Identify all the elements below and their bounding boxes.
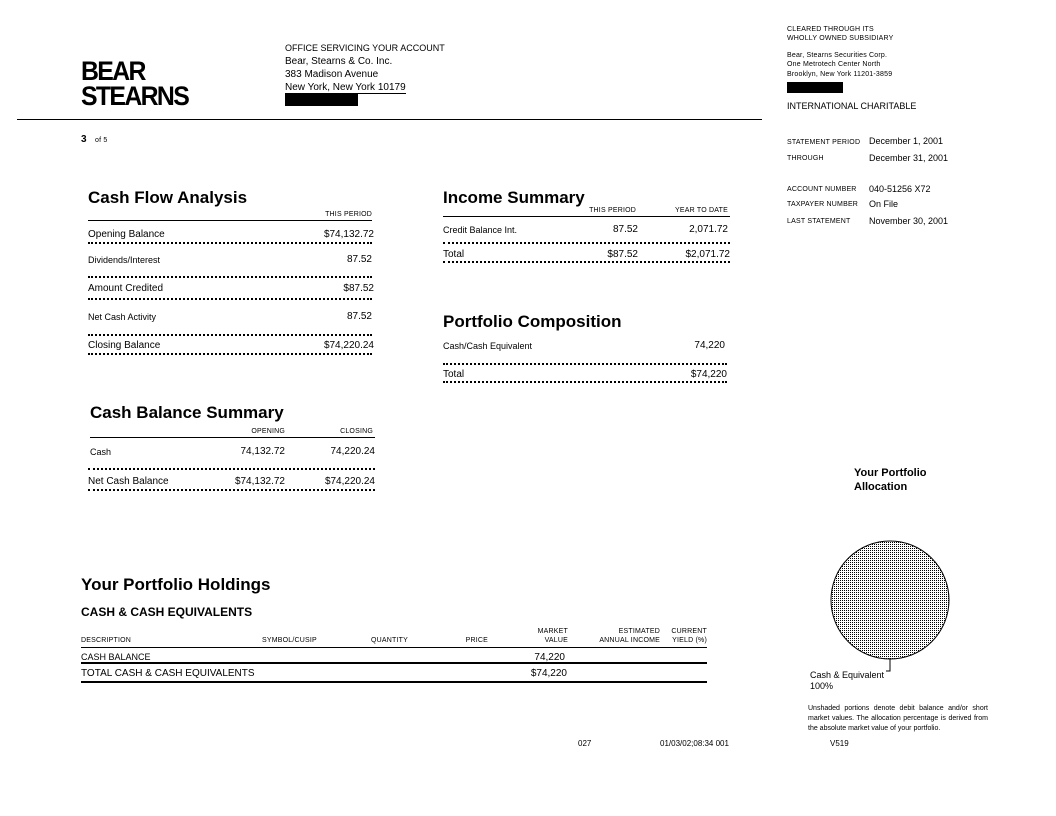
dotted-rule (443, 261, 730, 263)
income-row-label: Credit Balance Int. (443, 225, 518, 235)
col-price: PRICE (465, 637, 488, 644)
col-market-line1: MARKET (537, 628, 568, 635)
income-row-label: Total (443, 249, 465, 260)
through-value: December 31, 2001 (869, 153, 949, 163)
col-income-line1: ESTIMATED (618, 628, 660, 635)
cash-flow-row-label: Closing Balance (88, 340, 161, 351)
income-row-ytd: $2,071.72 (685, 249, 730, 260)
subsidiary-name: Bear, Stearns Securities Corp. (787, 52, 888, 59)
cash-balance-row-closing: $74,220.24 (324, 476, 375, 487)
col-yield-line1: CURRENT (671, 628, 707, 635)
pie-slice-percent: 100% (810, 681, 834, 691)
cash-balance-col-opening: OPENING (251, 428, 285, 435)
cash-flow-row-label: Amount Credited (88, 283, 164, 294)
rule (81, 647, 707, 648)
col-symbol: SYMBOL/CUSIP (262, 637, 317, 644)
account-name: INTERNATIONAL CHARITABLE (787, 101, 917, 111)
income-summary-title: Income Summary (443, 188, 585, 207)
taxpayer-label: TAXPAYER NUMBER (787, 201, 859, 208)
page-indicator: 3 of 5 (81, 134, 108, 145)
pie-slice-cash-equivalent (831, 541, 949, 659)
office-city: New York, New York 10179 (285, 82, 406, 93)
portfolio-composition-title: Portfolio Composition (443, 312, 622, 331)
cash-balance-row-opening: $74,132.72 (234, 476, 285, 487)
cash-balance-row-label: Net Cash Balance (88, 476, 169, 487)
income-row-period: $87.52 (607, 249, 638, 260)
redaction-box (787, 82, 843, 93)
footer-code: 027 (578, 739, 592, 748)
pie-slice-label: Cash & Equivalent (810, 670, 885, 680)
dotted-rule (88, 353, 372, 355)
col-income-line2: ANNUAL INCOME (599, 637, 660, 644)
subsidiary-city: Brooklyn, New York 11201-3859 (787, 71, 893, 78)
statement-period-value: December 1, 2001 (869, 136, 944, 146)
col-quantity: QUANTITY (371, 637, 408, 644)
rule (443, 216, 730, 217)
cash-balance-row-opening: 74,132.72 (240, 446, 285, 457)
rule (88, 220, 372, 221)
cash-balance-row-label: Cash (90, 447, 112, 457)
cash-flow-row-label: Opening Balance (88, 229, 165, 240)
header-rule (17, 119, 762, 120)
col-description: DESCRIPTION (81, 637, 132, 644)
holdings-subtitle: CASH & CASH EQUIVALENTS (81, 605, 253, 619)
rule (81, 681, 707, 683)
income-col-this-period: THIS PERIOD (589, 207, 636, 214)
cleared-through-line1: CLEARED THROUGH ITS (787, 26, 874, 33)
col-market-line2: VALUE (544, 637, 568, 644)
dotted-rule (88, 298, 372, 300)
income-col-ytd: YEAR TO DATE (675, 207, 728, 214)
cash-flow-title: Cash Flow Analysis (88, 188, 248, 207)
allocation-pie-chart (820, 540, 960, 685)
last-statement-label: LAST STATEMENT (787, 218, 851, 225)
cash-flow-row-label: Net Cash Activity (88, 312, 157, 322)
dotted-rule (443, 381, 727, 383)
office-label: OFFICE SERVICING YOUR ACCOUNT (285, 43, 445, 53)
dotted-rule (443, 242, 730, 244)
allocation-note: Unshaded portions denote debit balance and/or short market values. The allocation percentage is derived from the absolute market value of your portfolio. (808, 705, 988, 732)
pie-leader-line (886, 658, 890, 671)
footer-version: V519 (830, 739, 849, 748)
composition-row-label: Total (443, 369, 465, 380)
subsidiary-address: One Metrotech Center North (787, 61, 881, 68)
dotted-rule (88, 468, 375, 470)
dotted-rule (443, 363, 727, 365)
through-label: THROUGH (787, 155, 824, 162)
cash-balance-row-closing: 74,220.24 (330, 446, 375, 457)
income-row-ytd: 2,071.72 (689, 224, 728, 235)
col-yield-line2: YIELD (%) (672, 637, 707, 644)
composition-row-label: Cash/Cash Equivalent (443, 341, 533, 351)
statement-period-label: STATEMENT PERIOD (787, 139, 861, 146)
holding-row-market-value: $74,220 (530, 668, 567, 679)
cash-balance-title: Cash Balance Summary (90, 403, 284, 422)
account-number-label: ACCOUNT NUMBER (787, 186, 857, 193)
rule (81, 662, 707, 664)
office-name: Bear, Stearns & Co. Inc. (285, 56, 393, 67)
portfolio-holdings-title: Your Portfolio Holdings (81, 575, 271, 594)
cash-flow-row-value: $87.52 (343, 283, 374, 294)
holding-row-market-value: 74,220 (534, 652, 565, 663)
office-address: 383 Madison Avenue (285, 69, 379, 80)
dotted-rule (88, 489, 375, 491)
cash-flow-row-value: 87.52 (346, 254, 372, 265)
cash-flow-row-value: 87.52 (346, 311, 372, 322)
holding-row-description: TOTAL CASH & CASH EQUIVALENTS (81, 668, 255, 679)
redaction-box (285, 94, 358, 106)
account-number-value: 040-51256 X72 (869, 184, 931, 194)
footer-timestamp: 01/03/02;08:34 001 (660, 739, 729, 748)
cleared-through-line2: WHOLLY OWNED SUBSIDIARY (787, 35, 894, 42)
cash-flow-row-value: $74,132.72 (323, 229, 374, 240)
income-row-period: 87.52 (612, 224, 638, 235)
composition-row-value: $74,220 (690, 369, 727, 380)
dotted-rule (88, 242, 372, 244)
bear-stearns-logo: BEAR STEARNS (81, 56, 189, 111)
cash-balance-col-closing: CLOSING (340, 428, 373, 435)
holding-row-description: CASH BALANCE (81, 652, 151, 662)
cash-flow-row-label: Dividends/Interest (88, 255, 161, 265)
taxpayer-value: On File (869, 199, 899, 209)
allocation-title-line1: Your Portfolio (854, 467, 927, 479)
allocation-title-line2: Allocation (854, 481, 908, 493)
cash-flow-col-header: THIS PERIOD (325, 211, 372, 218)
last-statement-value: November 30, 2001 (869, 216, 949, 226)
dotted-rule (88, 334, 372, 336)
cash-flow-row-value: $74,220.24 (323, 340, 374, 351)
composition-row-value: 74,220 (694, 340, 725, 351)
dotted-rule (88, 276, 372, 278)
rule (90, 437, 375, 438)
